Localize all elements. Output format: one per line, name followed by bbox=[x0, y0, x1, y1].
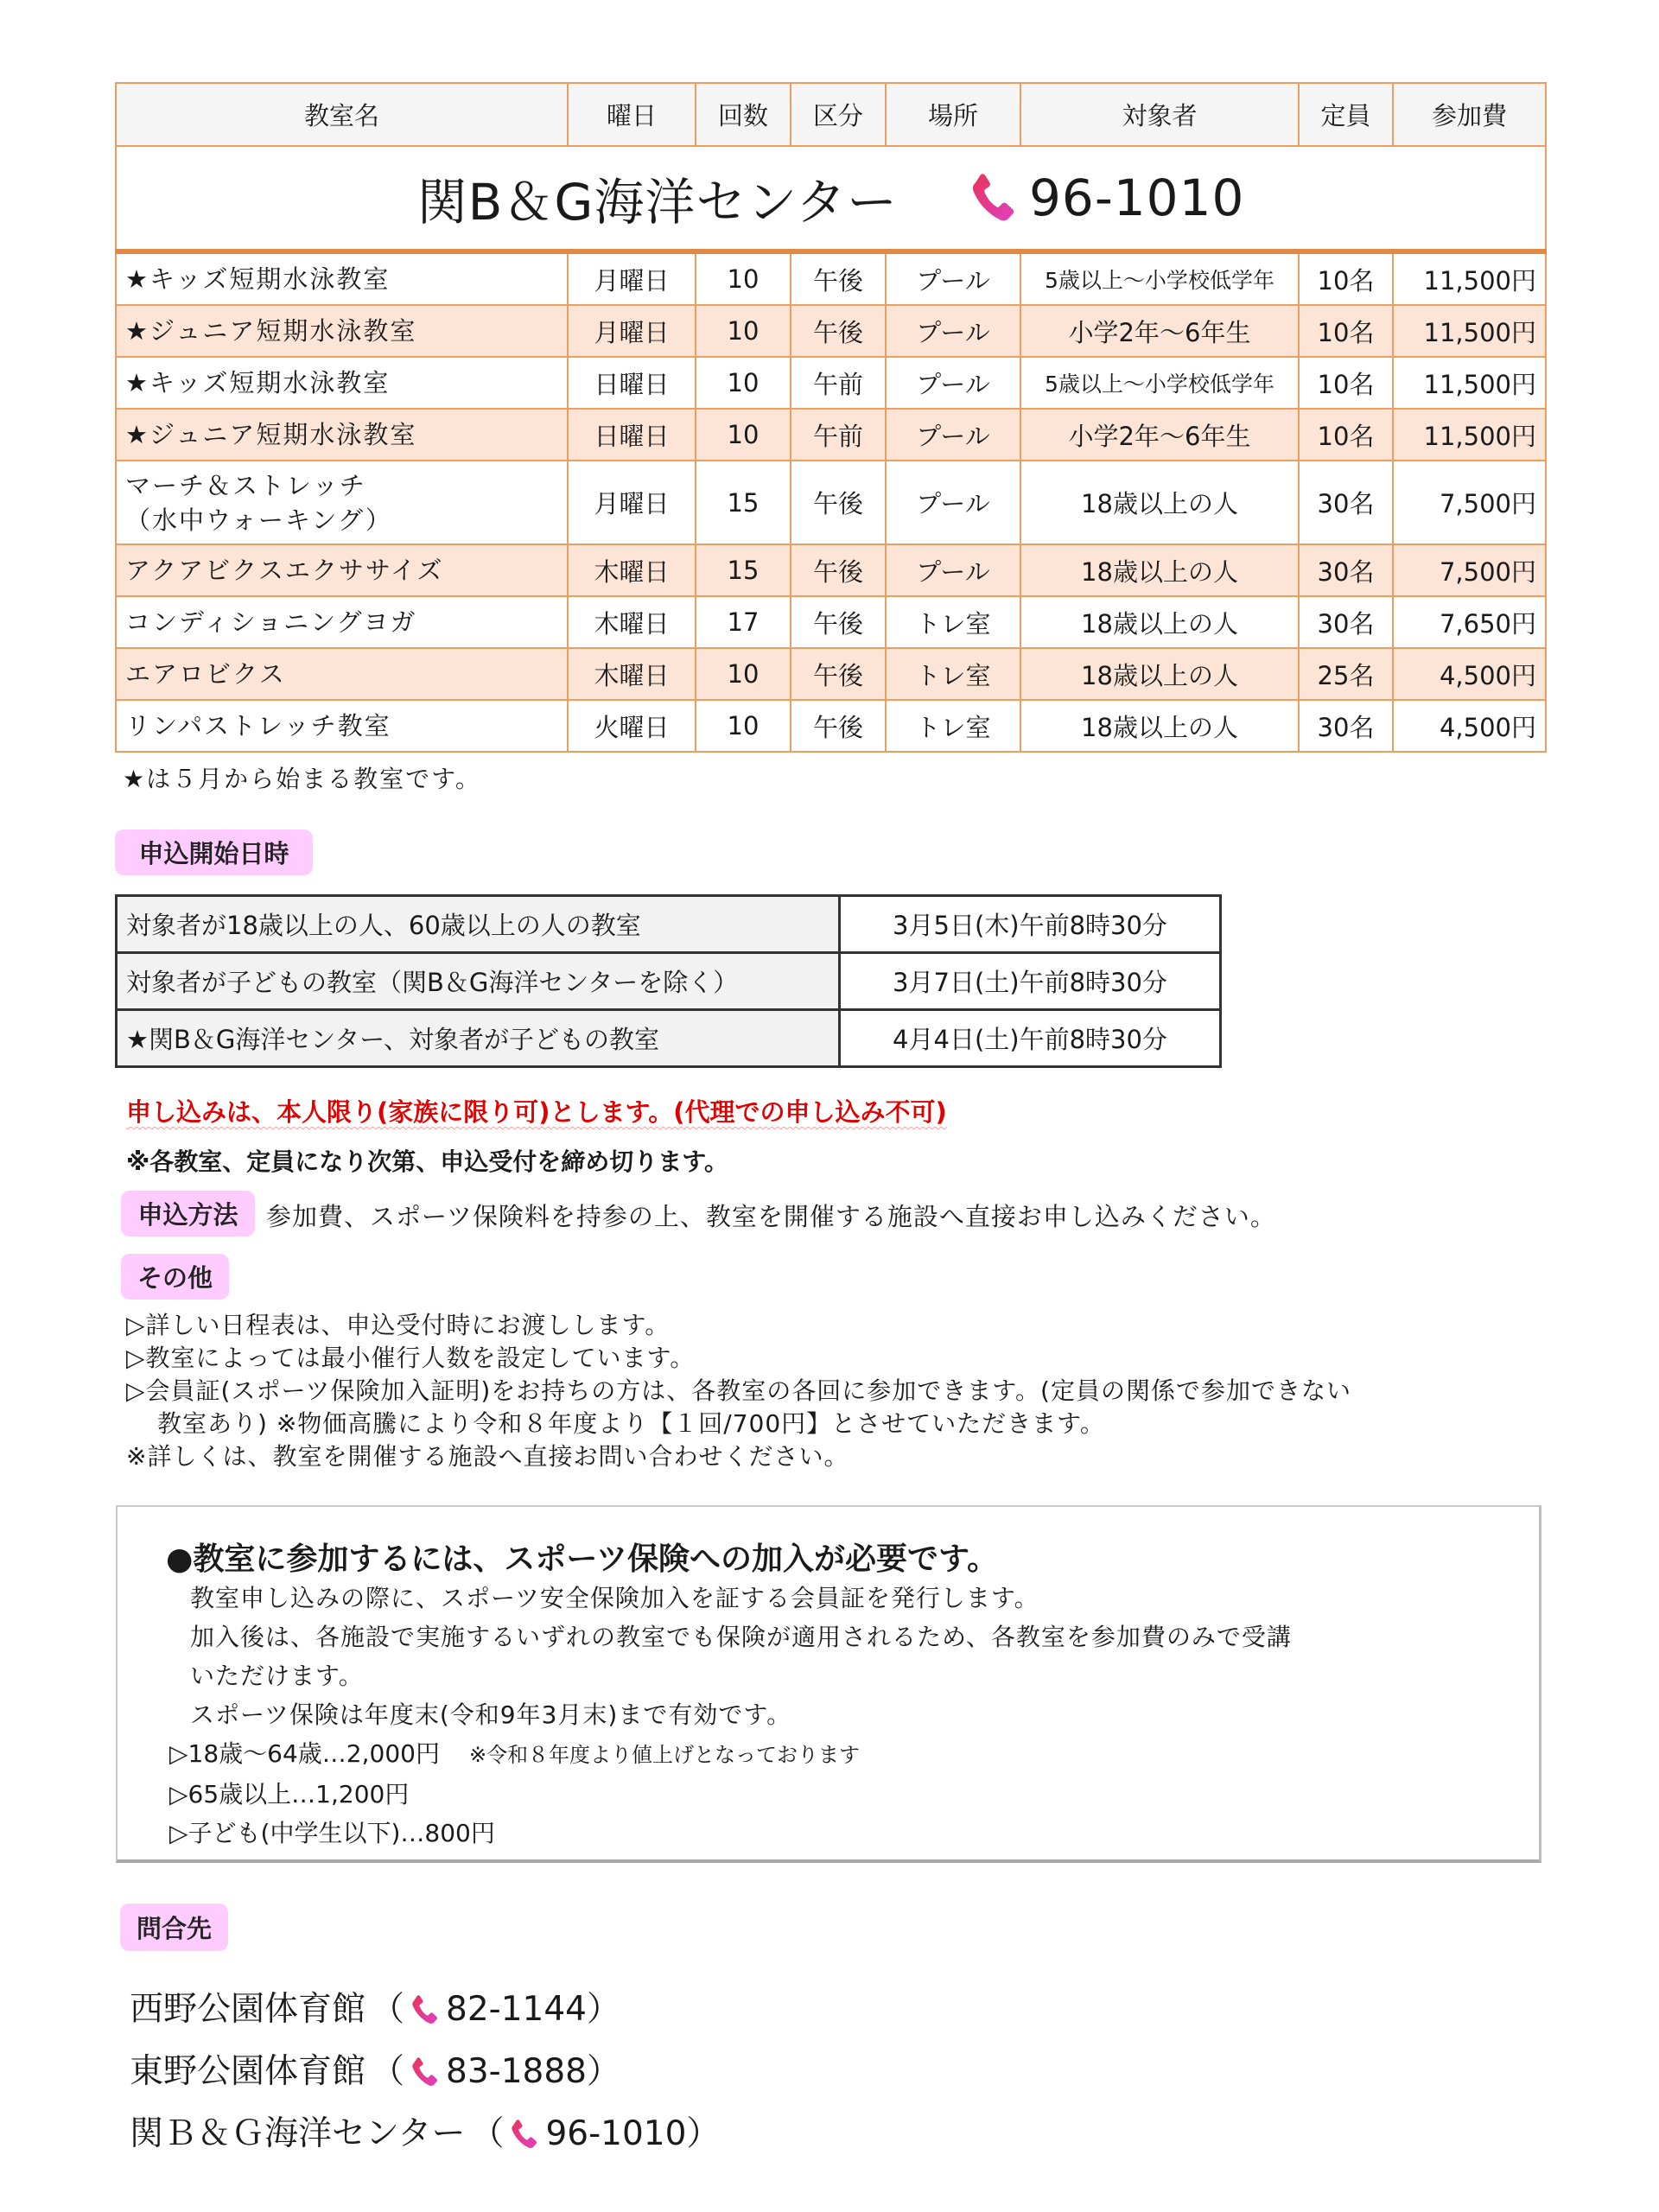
class-fee: 7,500円 bbox=[1393, 544, 1546, 596]
class-fee: 7,650円 bbox=[1393, 596, 1546, 648]
schedule-date: 3月7日(土)午前8時30分 bbox=[840, 953, 1221, 1010]
contact-item bbox=[130, 2103, 720, 2165]
insurance-prices bbox=[169, 1734, 860, 1853]
class-target: 5歳以上～小学校低学年 bbox=[1020, 357, 1299, 409]
class-name: リンパストレッチ教室 bbox=[116, 700, 568, 752]
table-row bbox=[116, 596, 1546, 648]
insurance-line: スポーツ保険は年度末(令和9年3月末)まで有効です。 bbox=[190, 1700, 792, 1729]
class-name bbox=[116, 461, 568, 544]
class-place: プール bbox=[886, 544, 1020, 596]
contact-item bbox=[130, 1979, 720, 2041]
class-count: 10 bbox=[696, 648, 791, 700]
class-capacity: 30名 bbox=[1299, 596, 1393, 648]
class-fee: 4,500円 bbox=[1393, 700, 1546, 752]
contact-item bbox=[130, 2041, 720, 2103]
class-capacity: 10名 bbox=[1299, 251, 1393, 305]
class-period: 午前 bbox=[791, 357, 886, 409]
table-row bbox=[116, 251, 1546, 305]
schedule-date: 3月5日(木)午前8時30分 bbox=[840, 896, 1221, 953]
close-paren: ） bbox=[586, 2052, 620, 2091]
application-method-badge: 申込方法 bbox=[121, 1191, 255, 1236]
class-name: ★ジュニア短期水泳教室 bbox=[116, 409, 568, 461]
class-name: ★ジュニア短期水泳教室 bbox=[116, 305, 568, 357]
class-fee: 11,500円 bbox=[1393, 305, 1546, 357]
contact-name: 東野公園体育館 bbox=[130, 2052, 366, 2091]
class-place: トレ室 bbox=[886, 648, 1020, 700]
table-row bbox=[116, 305, 1546, 357]
other-note: ▷詳しい日程表は、申込受付時にお渡しします。 bbox=[126, 1311, 671, 1339]
open-paren: （ bbox=[470, 2114, 505, 2153]
class-capacity: 10名 bbox=[1299, 357, 1393, 409]
table-row bbox=[116, 544, 1546, 596]
class-day: 月曜日 bbox=[568, 305, 696, 357]
class-target: 18歳以上の人 bbox=[1020, 700, 1299, 752]
insurance-info-box bbox=[116, 1505, 1541, 1863]
class-name: エアロビクス bbox=[116, 648, 568, 700]
insurance-line: いただけます。 bbox=[190, 1662, 364, 1690]
class-period: 午後 bbox=[791, 648, 886, 700]
class-day: 日曜日 bbox=[568, 357, 696, 409]
other-note: ▷教室によっては最小催行人数を設定しています。 bbox=[126, 1344, 696, 1372]
class-place: トレ室 bbox=[886, 596, 1020, 648]
phone-icon bbox=[408, 1993, 442, 2027]
applicant-restriction-notice: 申し込みは、本人限り(家族に限り可)とします。(代理での申し込み不可) bbox=[126, 1097, 947, 1127]
other-note: ▷会員証(スポーツ保険加入証明)をお持ちの方は、各教室の各回に参加できます。(定員の関係で参加できない bbox=[126, 1376, 1351, 1405]
class-day: 木曜日 bbox=[568, 544, 696, 596]
class-period: 午後 bbox=[791, 596, 886, 648]
facility-name: 関B＆G海洋センター bbox=[416, 173, 899, 232]
class-target: 5歳以上～小学校低学年 bbox=[1020, 251, 1299, 305]
application-start-badge: 申込開始日時 bbox=[115, 830, 313, 875]
class-day: 日曜日 bbox=[568, 409, 696, 461]
contact-badge: 問合先 bbox=[120, 1904, 228, 1951]
class-fee: 11,500円 bbox=[1393, 357, 1546, 409]
facility-header bbox=[116, 146, 1546, 251]
table-row bbox=[116, 357, 1546, 409]
contact-phone[interactable]: 82-1144 bbox=[446, 1990, 587, 2029]
schedule-row bbox=[117, 953, 1221, 1010]
application-method-text: 参加費、スポーツ保険料を持参の上、教室を開催する施設へ直接お申し込みください。 bbox=[266, 1202, 1276, 1231]
class-capacity: 10名 bbox=[1299, 305, 1393, 357]
close-paren: ） bbox=[686, 2114, 721, 2153]
schedule-date: 4月4日(土)午前8時30分 bbox=[840, 1010, 1221, 1067]
table-row bbox=[116, 648, 1546, 700]
class-target: 18歳以上の人 bbox=[1020, 648, 1299, 700]
class-capacity: 30名 bbox=[1299, 544, 1393, 596]
schedule-label: 対象者が18歳以上の人、60歳以上の人の教室 bbox=[117, 896, 840, 953]
open-paren: （ bbox=[371, 2052, 405, 2091]
class-fee: 4,500円 bbox=[1393, 648, 1546, 700]
close-paren: ） bbox=[586, 1990, 620, 2029]
contact-phone[interactable]: 96-1010 bbox=[545, 2114, 687, 2153]
col-capacity: 定員 bbox=[1299, 83, 1393, 146]
col-target: 対象者 bbox=[1020, 83, 1299, 146]
phone-icon bbox=[507, 2117, 542, 2152]
col-day: 曜日 bbox=[568, 83, 696, 146]
other-badge: その他 bbox=[121, 1254, 229, 1300]
insurance-price: ▷子ども(中学生以下)…800円 bbox=[169, 1819, 495, 1847]
class-fee: 11,500円 bbox=[1393, 409, 1546, 461]
price-text: ▷18歳～64歳…2,000円 bbox=[169, 1739, 440, 1768]
contact-name: 西野公園体育館 bbox=[130, 1990, 366, 2029]
class-day: 月曜日 bbox=[568, 461, 696, 544]
col-class-name: 教室名 bbox=[116, 83, 568, 146]
contact-name: 関Ｂ＆Ｇ海洋センター bbox=[130, 2114, 466, 2153]
table-header-row bbox=[116, 83, 1546, 146]
col-count: 回数 bbox=[696, 83, 791, 146]
class-name-line1: マーチ＆ストレッチ bbox=[125, 470, 366, 500]
class-name: ★キッズ短期水泳教室 bbox=[116, 251, 568, 305]
insurance-price: ▷65歳以上…1,200円 bbox=[169, 1780, 410, 1808]
schedule-row bbox=[117, 896, 1221, 953]
class-place: プール bbox=[886, 357, 1020, 409]
star-note: ★は５月から始まる教室です。 bbox=[123, 765, 481, 793]
class-place: トレ室 bbox=[886, 700, 1020, 752]
phone-icon bbox=[965, 169, 1022, 226]
class-table bbox=[115, 82, 1547, 753]
class-place: プール bbox=[886, 461, 1020, 544]
class-capacity: 30名 bbox=[1299, 700, 1393, 752]
schedule-label: 対象者が子どもの教室（関B＆G海洋センターを除く） bbox=[117, 953, 840, 1010]
class-count: 17 bbox=[696, 596, 791, 648]
other-note: ※詳しくは、教室を開催する施設へ直接お問い合わせください。 bbox=[126, 1442, 849, 1471]
class-capacity: 30名 bbox=[1299, 461, 1393, 544]
col-fee: 参加費 bbox=[1393, 83, 1546, 146]
facility-phone: 96-1010 bbox=[1029, 168, 1245, 227]
contact-list bbox=[130, 1979, 720, 2165]
class-capacity: 25名 bbox=[1299, 648, 1393, 700]
class-target: 18歳以上の人 bbox=[1020, 596, 1299, 648]
table-row bbox=[116, 461, 1546, 544]
class-period: 午後 bbox=[791, 251, 886, 305]
class-name: コンディショニングヨガ bbox=[116, 596, 568, 648]
class-period: 午後 bbox=[791, 305, 886, 357]
table-row bbox=[116, 409, 1546, 461]
insurance-line: 教室申し込みの際に、スポーツ安全保険加入を証する会員証を発行します。 bbox=[190, 1584, 1039, 1612]
class-count: 15 bbox=[696, 461, 791, 544]
insurance-price bbox=[169, 1734, 860, 1775]
class-day: 月曜日 bbox=[568, 251, 696, 305]
contact-phone[interactable]: 83-1888 bbox=[446, 2052, 587, 2091]
schedule-label: ★関B＆G海洋センター、対象者が子どもの教室 bbox=[117, 1010, 840, 1067]
schedule-row bbox=[117, 1010, 1221, 1067]
insurance-body bbox=[190, 1579, 1292, 1734]
class-count: 10 bbox=[696, 305, 791, 357]
class-day: 火曜日 bbox=[568, 700, 696, 752]
class-capacity: 10名 bbox=[1299, 409, 1393, 461]
class-target: 小学2年～6年生 bbox=[1020, 305, 1299, 357]
price-note: ※令和８年度より値上げとなっております bbox=[468, 1743, 861, 1767]
class-target: 18歳以上の人 bbox=[1020, 544, 1299, 596]
col-place: 場所 bbox=[886, 83, 1020, 146]
class-count: 10 bbox=[696, 700, 791, 752]
other-notes bbox=[126, 1309, 1351, 1473]
class-period: 午前 bbox=[791, 409, 886, 461]
phone-icon bbox=[408, 2055, 442, 2089]
table-row bbox=[116, 700, 1546, 752]
class-place: プール bbox=[886, 305, 1020, 357]
insurance-line: 加入後は、各施設で実施するいずれの教室でも保険が適用されるため、各教室を参加費のみで受講 bbox=[190, 1623, 1292, 1651]
class-fee: 7,500円 bbox=[1393, 461, 1546, 544]
class-count: 15 bbox=[696, 544, 791, 596]
class-period: 午後 bbox=[791, 544, 886, 596]
class-count: 10 bbox=[696, 409, 791, 461]
class-period: 午後 bbox=[791, 700, 886, 752]
application-schedule-table bbox=[115, 894, 1222, 1068]
class-name: アクアビクスエクササイズ bbox=[116, 544, 568, 596]
class-day: 木曜日 bbox=[568, 648, 696, 700]
class-place: プール bbox=[886, 409, 1020, 461]
class-target: 小学2年～6年生 bbox=[1020, 409, 1299, 461]
class-day: 木曜日 bbox=[568, 596, 696, 648]
class-name: ★キッズ短期水泳教室 bbox=[116, 357, 568, 409]
class-count: 10 bbox=[696, 251, 791, 305]
class-target: 18歳以上の人 bbox=[1020, 461, 1299, 544]
class-place: プール bbox=[886, 251, 1020, 305]
capacity-notice: ※各教室、定員になり次第、申込受付を締め切ります。 bbox=[126, 1147, 728, 1176]
open-paren: （ bbox=[371, 1990, 405, 2029]
class-count: 10 bbox=[696, 357, 791, 409]
other-note: 教室あり) ※物価高騰により令和８年度より【１回/700円】とさせていただきます。 bbox=[157, 1409, 1105, 1438]
insurance-title: ●教室に参加するには、スポーツ保険への加入が必要です。 bbox=[166, 1541, 999, 1577]
class-fee: 11,500円 bbox=[1393, 251, 1546, 305]
col-period: 区分 bbox=[791, 83, 886, 146]
class-name-line2: （水中ウォーキング） bbox=[125, 505, 392, 535]
class-period: 午後 bbox=[791, 461, 886, 544]
